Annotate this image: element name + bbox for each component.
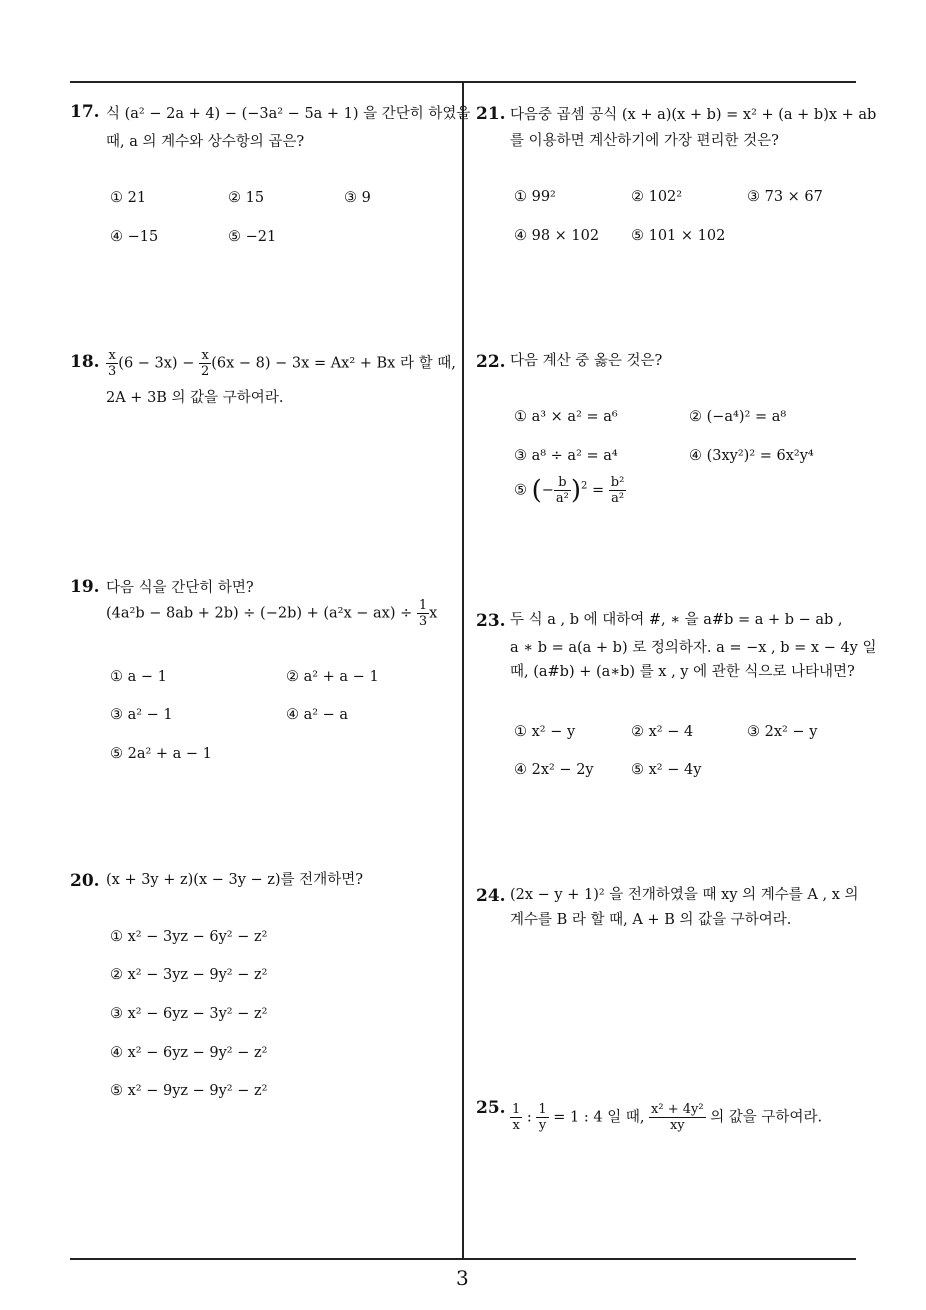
answer-option[interactable]: ② x² − 3yz − 9y² − z² (110, 967, 268, 983)
question-number: 20. (70, 871, 100, 891)
answer-option[interactable]: ① x² − 3yz − 6y² − z² (110, 929, 268, 945)
question-stem: 때, a 의 계수와 상수항의 곱은? (106, 134, 305, 150)
answer-option[interactable]: ② x² − 4 (631, 724, 694, 740)
answer-option[interactable]: ① 21 (110, 190, 147, 206)
question-stem: 다음 식을 간단히 하면? (106, 580, 254, 596)
answer-option[interactable]: ⑤ −21 (228, 229, 277, 245)
answer-option[interactable]: ① a³ × a² = a⁶ (514, 409, 618, 425)
fraction: $\frac{x}{3}$ (108, 348, 117, 379)
question-number: 17. (70, 102, 100, 122)
answer-option[interactable]: ③ a² − 1 (110, 707, 173, 723)
answer-option[interactable]: ③ x² − 6yz − 3y² − z² (110, 1006, 268, 1022)
answer-option[interactable]: ① x² − y (514, 724, 576, 740)
answer-option[interactable]: ③ 9 (344, 190, 371, 206)
answer-option[interactable]: ③ 2x² − y (747, 724, 818, 740)
answer-option[interactable]: ⑤ 2a² + a − 1 (110, 746, 212, 762)
question-number: 23. (476, 611, 506, 631)
fraction: $\frac{\text{x² + 4y²}}{xy}$ (651, 1102, 704, 1133)
question-stem: a ∗ b = a(a + b) 로 정의하자. a = −x , b = x − 4y 일 (510, 640, 877, 656)
bottom-rule (70, 1258, 856, 1260)
answer-option[interactable]: ④ 98 × 102 (514, 228, 600, 244)
question-stem: 계수를 B 라 할 때, A + B 의 값을 구하여라. (510, 912, 792, 928)
fraction: $\frac{1}{x}$ (512, 1102, 521, 1133)
question-stem: $\frac{x}{3}$ (6 − 3x) − $\frac{x}{2}$ (6x − 8) − 3x = Ax² + Bx 라 할 때, (108, 348, 456, 379)
page-number: 3 (456, 1266, 469, 1290)
question-stem: 다음중 곱셈 공식 (x + a)(x + b) = x² + (a + b)x + ab (510, 107, 877, 123)
answer-option[interactable]: ② 102² (631, 189, 683, 205)
fraction: $\frac{x}{2}$ (200, 348, 210, 379)
answer-option[interactable]: ④ a² − a (286, 707, 349, 723)
question-stem: (x + 3y + z)(x − 3y − z)를 전개하면? (106, 872, 363, 888)
question-stem: 식 (a² − 2a + 4) − (−3a² − 5a + 1) 을 간단히 하였을 (106, 106, 471, 122)
question-stem: $\frac{1}{x}$ : $\frac{1}{y}$ = 1 : 4 일 때, $\frac{\text{x² + 4y²}}{xy}$ 의 값을 구하여라. (512, 1102, 823, 1133)
answer-option[interactable]: ⑤ 101 × 102 (631, 228, 726, 244)
question-stem: 를 이용하면 계산하기에 가장 편리한 것은? (510, 133, 779, 149)
question-number: 25. (476, 1098, 506, 1118)
answer-option[interactable]: ③ 73 × 67 (747, 189, 823, 205)
answer-option[interactable]: ⑤ x² − 4y (631, 762, 702, 778)
question-number: 24. (476, 886, 506, 906)
answer-option[interactable]: ① a − 1 (110, 669, 167, 685)
answer-option[interactable]: ④ 2x² − 2y (514, 762, 594, 778)
answer-option[interactable]: ④ −15 (110, 229, 159, 245)
question-number: 22. (476, 352, 506, 372)
answer-option[interactable]: ② (−a⁴)² = a⁸ (689, 409, 787, 425)
answer-option[interactable]: ② 15 (228, 190, 265, 206)
question-number: 21. (476, 104, 506, 124)
question-stem: 때, (a#b) + (a∗b) 를 x , y 에 관한 식으로 나타내면? (510, 664, 855, 680)
fraction: $\frac{1}{y}$ (538, 1102, 547, 1133)
question-stem: (2x − y + 1)² 을 전개하였을 때 xy 의 계수를 A , x 의 (510, 887, 859, 903)
answer-option[interactable]: ② a² + a − 1 (286, 669, 379, 685)
answer-option[interactable]: ④ (3xy²)² = 6x²y⁴ (689, 448, 814, 464)
question-number: 19. (70, 577, 100, 597)
fraction: $\frac{1}{3}$ (418, 598, 428, 629)
question-stem: (4a²b − 8ab + 2b) ÷ (−2b) + (a²x − ax) ÷ $\frac{1}{3}$ x (106, 598, 438, 629)
column-divider (462, 82, 464, 1259)
answer-option[interactable]: ⑤ (− $\frac{b}{\text{a²}}$ )$^2$ = $\frac{\text{b²}}{\text{a²}}$ (514, 475, 625, 506)
question-stem: 다음 계산 중 옳은 것은? (510, 353, 663, 369)
question-number: 18. (70, 352, 100, 372)
answer-option[interactable]: ⑤ x² − 9yz − 9y² − z² (110, 1083, 268, 1099)
answer-option[interactable]: ① 99² (514, 189, 556, 205)
answer-option[interactable]: ③ a⁸ ÷ a² = a⁴ (514, 448, 618, 464)
question-stem: 2A + 3B 의 값을 구하여라. (106, 390, 284, 406)
question-stem: 두 식 a , b 에 대하여 #, ∗ 을 a#b = a + b − ab , (510, 612, 843, 628)
answer-option[interactable]: ④ x² − 6yz − 9y² − z² (110, 1045, 268, 1061)
